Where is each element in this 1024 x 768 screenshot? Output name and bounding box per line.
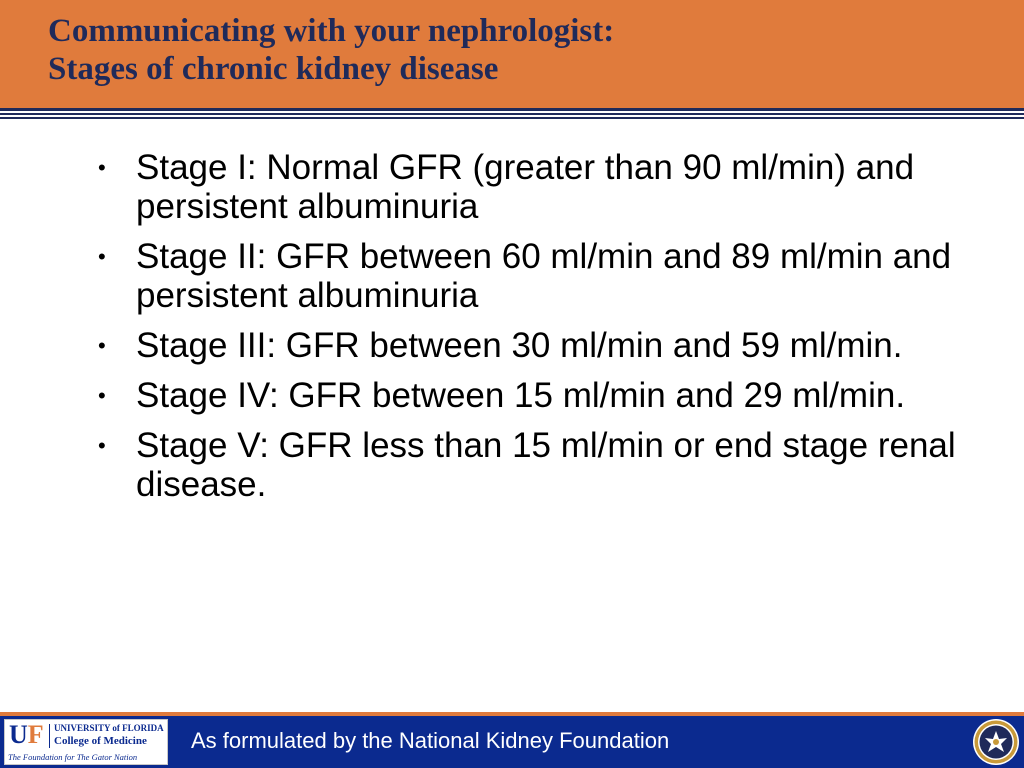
logo-divider	[49, 724, 50, 748]
bullet-text: Stage III: GFR between 30 ml/min and 59 ml/min.	[136, 326, 903, 365]
uf-monogram: UF	[9, 720, 44, 749]
logo-university-line: UNIVERSITY of FLORIDA	[54, 723, 164, 733]
bullet-marker: •	[98, 155, 106, 180]
va-seal-icon	[972, 718, 1020, 766]
bullet-marker: •	[98, 383, 106, 408]
header-divider	[0, 108, 1024, 111]
bullet-list	[96, 148, 996, 515]
bullet-text: Stage II: GFR between 60 ml/min and 89 ml/min and persistent albuminuria	[136, 237, 952, 315]
bullet-text: Stage I: Normal GFR (greater than 90 ml/min) and persistent albuminuria	[136, 148, 915, 226]
title-bar	[0, 0, 1024, 108]
bullet-item	[96, 237, 996, 315]
bullet-marker: •	[98, 244, 106, 269]
logo-tagline: The Foundation for The Gator Nation	[8, 752, 138, 762]
bullet-item	[96, 148, 996, 226]
bullet-text: Stage V: GFR less than 15 ml/min or end stage renal disease.	[136, 426, 956, 504]
slide-title-line-2: Stages of chronic kidney disease	[48, 51, 499, 87]
bullet-marker: •	[98, 333, 106, 358]
footer-caption: As formulated by the National Kidney Foundation	[191, 728, 670, 753]
logo-college-line: College of Medicine	[54, 735, 147, 747]
uf-college-of-medicine-logo	[4, 719, 168, 765]
bullet-marker: •	[98, 433, 106, 458]
bullet-text: Stage IV: GFR between 15 ml/min and 29 ml/min.	[136, 376, 906, 415]
slide-title	[48, 12, 614, 88]
header-divider	[0, 117, 1024, 119]
header-divider	[0, 113, 1024, 115]
slide-title-line-1: Communicating with your nephrologist:	[48, 13, 615, 49]
bullet-item	[96, 326, 996, 365]
bullet-item	[96, 426, 996, 504]
bullet-item	[96, 376, 996, 415]
